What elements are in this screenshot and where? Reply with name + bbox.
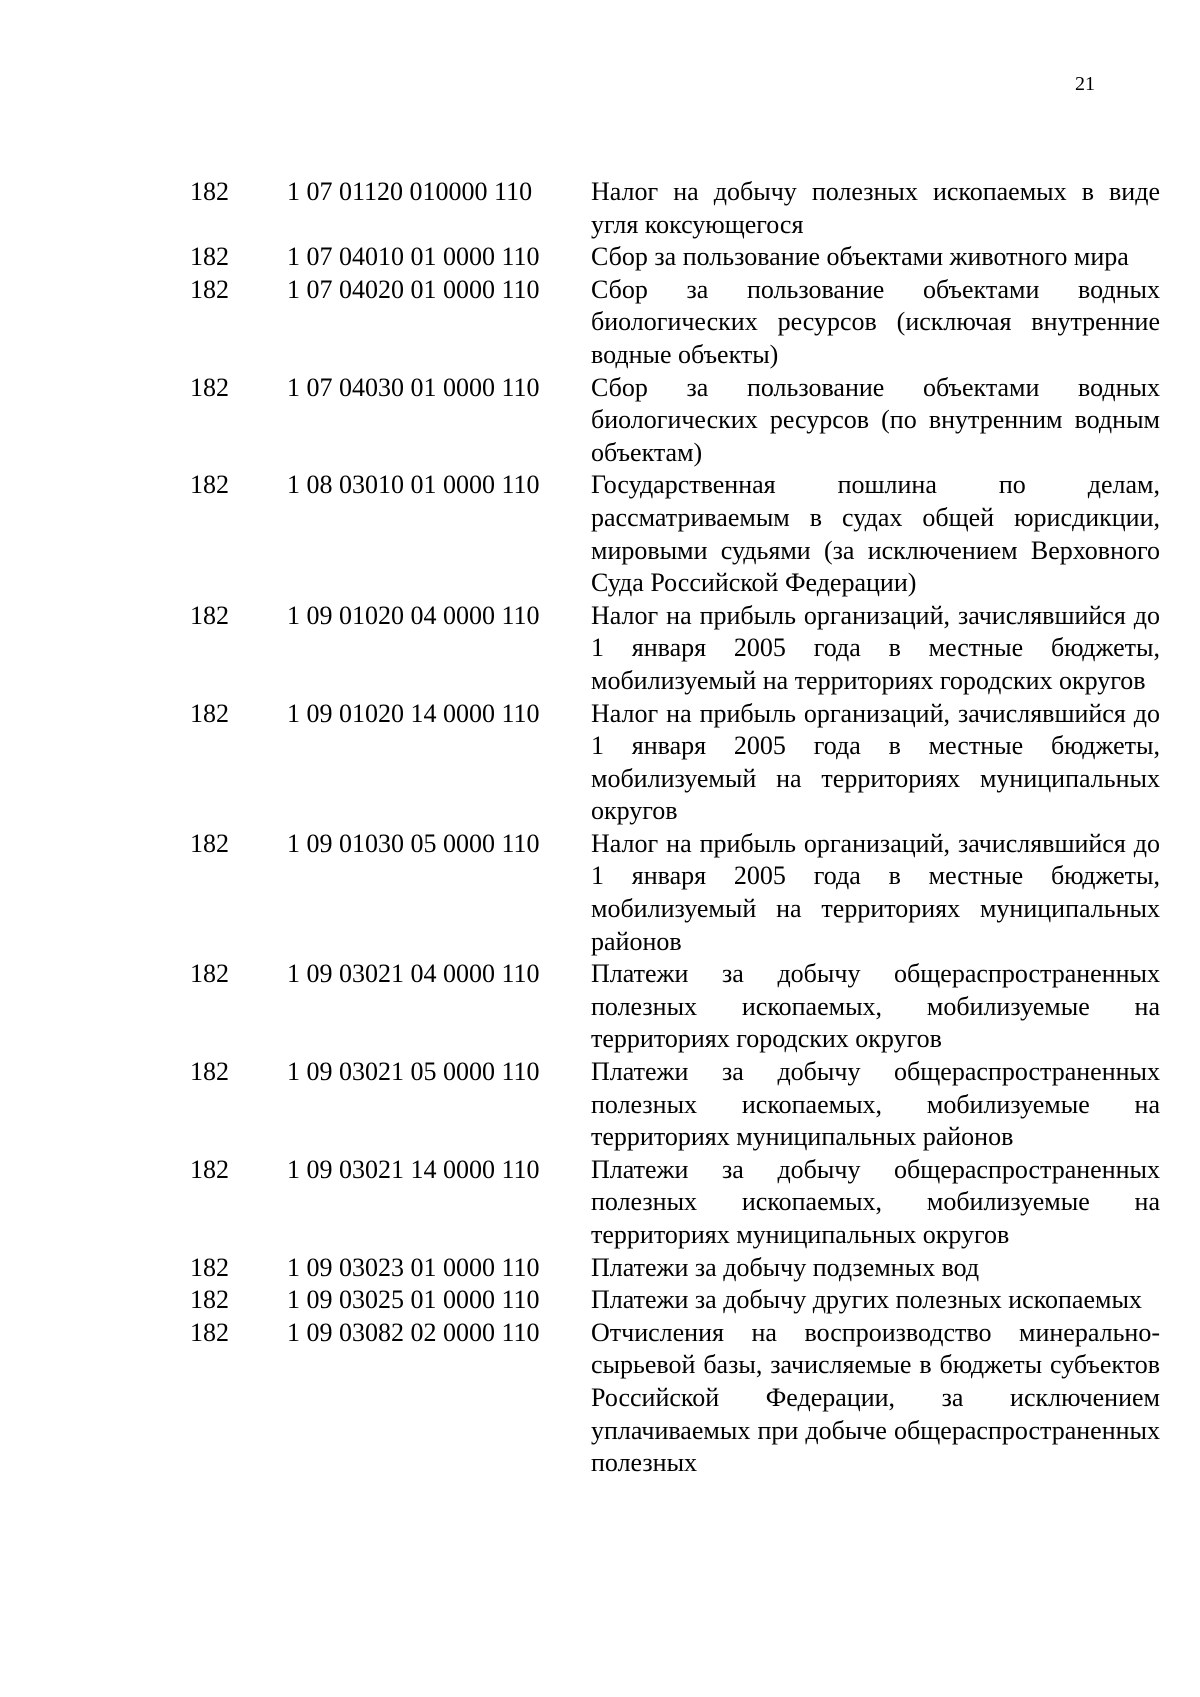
- revenue-name: Сбор за пользование объектами водных биологических ресурсов (по внутренним водным объектам): [591, 372, 1160, 467]
- admin-code: 182: [190, 698, 229, 728]
- table-row: [190, 600, 1160, 698]
- budget-classification-code: 1 09 01020 14 0000 110: [287, 698, 540, 728]
- table-row: [190, 176, 1160, 241]
- admin-code: 182: [190, 1154, 229, 1184]
- revenue-name: Сбор за пользование объектами животного мира: [591, 242, 1129, 272]
- budget-classification-code: 1 07 04030 01 0000 110: [287, 372, 540, 402]
- budget-classification-code: 1 09 03021 04 0000 110: [287, 959, 540, 989]
- table-row: [190, 828, 1160, 958]
- table-row: [190, 274, 1160, 372]
- budget-code-table: [190, 176, 1160, 1480]
- admin-code: 182: [190, 600, 229, 630]
- admin-code: 182: [190, 177, 229, 206]
- revenue-name: Сбор за пользование объектами водных биологических ресурсов (исключая внутренние водные объекты): [591, 274, 1160, 369]
- budget-classification-code: 1 09 03023 01 0000 110: [287, 1252, 540, 1282]
- table-row: [190, 1154, 1160, 1252]
- revenue-name: Государственная пошлина по делам, рассматриваемым в судах общей юрисдикции, мировыми судьями (за исключением Верховного Суда Российской Федерации): [591, 470, 1160, 598]
- budget-classification-code: 1 08 03010 01 0000 110: [287, 470, 540, 500]
- admin-code: 182: [190, 959, 229, 989]
- revenue-name: Платежи за добычу общераспространенных полезных ископаемых, мобилизуемые на территориях муниципальных районов: [591, 1057, 1160, 1152]
- table-row: [190, 698, 1160, 828]
- table-row: [190, 372, 1160, 470]
- revenue-name: Платежи за добычу подземных вод: [591, 1252, 980, 1282]
- budget-classification-code: 1 09 03025 01 0000 110: [287, 1285, 540, 1315]
- budget-classification-code: 1 07 04020 01 0000 110: [287, 274, 540, 304]
- table-row: [190, 1056, 1160, 1154]
- revenue-name: Платежи за добычу других полезных ископаемых: [591, 1285, 1142, 1315]
- budget-classification-code: 1 07 01120 010000 110: [287, 177, 533, 206]
- budget-classification-code: 1 09 03082 02 0000 110: [287, 1317, 540, 1347]
- budget-classification-code: 1 09 01030 05 0000 110: [287, 828, 540, 858]
- revenue-name: Платежи за добычу общераспространенных полезных ископаемых, мобилизуемые на территориях городских округов: [591, 959, 1160, 1054]
- page-number: 21: [1075, 73, 1095, 95]
- budget-classification-code: 1 09 03021 14 0000 110: [287, 1154, 540, 1184]
- table-row: [190, 1252, 1160, 1285]
- table-row: [190, 469, 1160, 599]
- budget-classification-code: 1 09 03021 05 0000 110: [287, 1057, 540, 1087]
- revenue-name: Отчисления на воспроизводство минерально-сырьевой базы, зачисляемые в бюджеты субъектов Российской Федерации, за исключением уплачиваемых при добыче общераспространенных полезных: [591, 1317, 1160, 1478]
- budget-classification-code: 1 09 01020 04 0000 110: [287, 600, 540, 630]
- revenue-name: Платежи за добычу общераспространенных полезных ископаемых, мобилизуемые на территориях муниципальных округов: [591, 1154, 1160, 1249]
- revenue-name: Налог на прибыль организаций, зачислявшийся до 1 января 2005 года в местные бюджеты, мобилизуемый на территориях муниципальных округов: [591, 698, 1160, 826]
- table-row: [190, 958, 1160, 1056]
- admin-code: 182: [190, 242, 229, 272]
- revenue-name: Налог на добычу полезных ископаемых в виде угля коксующегося: [591, 177, 1160, 239]
- admin-code: 182: [190, 274, 229, 304]
- admin-code: 182: [190, 372, 229, 402]
- table-row: [190, 241, 1160, 274]
- admin-code: 182: [190, 1317, 229, 1347]
- admin-code: 182: [190, 1285, 229, 1315]
- revenue-name: Налог на прибыль организаций, зачислявшийся до 1 января 2005 года в местные бюджеты, мобилизуемый на территориях муниципальных районов: [591, 828, 1160, 956]
- table-row: [190, 1317, 1160, 1480]
- admin-code: 182: [190, 1252, 229, 1282]
- admin-code: 182: [190, 1057, 229, 1087]
- admin-code: 182: [190, 828, 229, 858]
- budget-classification-code: 1 07 04010 01 0000 110: [287, 242, 540, 272]
- admin-code: 182: [190, 470, 229, 500]
- revenue-name: Налог на прибыль организаций, зачислявшийся до 1 января 2005 года в местные бюджеты, мобилизуемый на территориях городских округов: [591, 600, 1160, 695]
- table-row: [190, 1284, 1160, 1317]
